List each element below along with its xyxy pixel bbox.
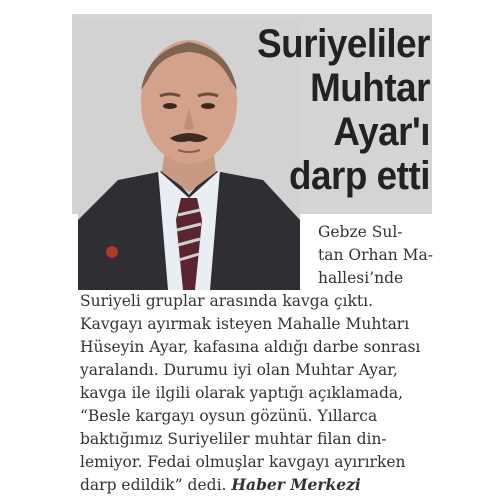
headline-line-2: Muhtar bbox=[310, 66, 430, 110]
headline-line-4: darp etti bbox=[288, 154, 430, 198]
body-line: yaralandı. Durumu iyi olan Muhtar Ayar, bbox=[80, 361, 398, 379]
body-line: lemiyor. Fedai olmuşlar kavgayı ayırırken bbox=[80, 453, 406, 471]
body-line: tan Orhan Ma- bbox=[318, 246, 433, 264]
body-line: Kavgayı ayırmak isteyen Mahalle Muhtarı bbox=[80, 315, 410, 333]
headline bbox=[215, 22, 430, 198]
body-line: Suriyeli gruplar arasında kavga çıktı. bbox=[80, 292, 374, 310]
body-line: kavga ile ilgili olarak yaptığı açıklamada, bbox=[80, 384, 404, 402]
body-line: Gebze Sul- bbox=[318, 223, 403, 241]
headline-line-3: Ayar'ı bbox=[333, 110, 430, 154]
body-line: “Besle kargayı oysun gözünü. Yıllarca bbox=[80, 407, 378, 425]
body-line: baktığımız Suriyeliler muhtar filan din- bbox=[80, 430, 387, 448]
body-line: hallesi’nde bbox=[318, 269, 404, 287]
headline-line-1: Suriyeliler bbox=[257, 22, 430, 66]
body-last-line-text: darp edildik” dedi. bbox=[80, 476, 232, 494]
source-credit: Haber Merkezi bbox=[231, 475, 361, 494]
body-last-line bbox=[80, 475, 361, 495]
body-line: Hüseyin Ayar, kafasına aldığı darbe sonrası bbox=[80, 338, 421, 356]
